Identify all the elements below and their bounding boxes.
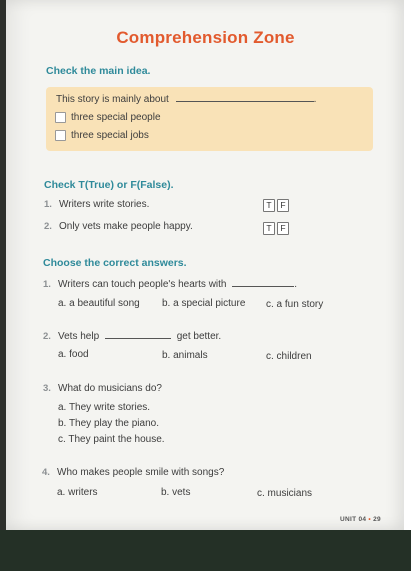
q1-option-a[interactable]: a. a beautiful song (58, 298, 140, 309)
main-idea-prompt: This story is mainly about (56, 94, 169, 105)
true-checkbox-1[interactable]: T (263, 199, 275, 212)
footer-separator: • (368, 516, 371, 523)
q1-option-b[interactable]: b. a special picture (162, 298, 246, 309)
q1-option-c[interactable]: c. a fun story (266, 299, 324, 310)
q2-question (58, 331, 221, 342)
q2-number: 2. (43, 331, 51, 342)
q4-number: 4. (42, 467, 50, 478)
page-number: 29 (373, 516, 381, 523)
q1-question (58, 279, 297, 290)
true-false-heading: Check T(True) or F(False). (44, 179, 174, 191)
q1-text: Writers can touch people's hearts with (58, 279, 227, 290)
q3-option-b[interactable]: b. They play the piano. (58, 418, 159, 429)
q2-pre: Vets help (58, 331, 100, 342)
choose-heading: Choose the correct answers. (43, 257, 187, 269)
main-idea-question (56, 94, 316, 105)
background-surface (0, 530, 411, 571)
option-checkbox-2[interactable] (55, 130, 66, 141)
false-checkbox-1[interactable]: F (277, 199, 289, 212)
q1-answer-blank[interactable] (232, 286, 294, 287)
tf-number-2: 2. (44, 221, 52, 232)
q2-option-c[interactable]: c. children (266, 351, 312, 362)
q4-option-b[interactable]: b. vets (161, 487, 191, 498)
tf-statement-2: Only vets make people happy. (59, 221, 193, 232)
q3-question: What do musicians do? (58, 383, 162, 394)
option-label-2: three special jobs (71, 130, 149, 141)
q3-number: 3. (43, 383, 51, 394)
q3-option-c[interactable]: c. They paint the house. (58, 434, 165, 445)
q3-option-a[interactable]: a. They write stories. (58, 402, 151, 413)
option-label-1: three special people (71, 112, 161, 123)
q2-answer-blank[interactable] (105, 338, 171, 339)
tf-number-1: 1. (44, 199, 52, 210)
main-idea-heading: Check the main idea. (46, 65, 151, 77)
main-idea-end: . (313, 94, 317, 105)
q4-option-a[interactable]: a. writers (57, 487, 98, 498)
option-checkbox-1[interactable] (55, 112, 66, 123)
q4-question: Who makes people smile with songs? (57, 467, 225, 478)
q2-post: get better. (176, 331, 222, 342)
q1-end: . (294, 279, 298, 290)
page-edge (404, 0, 411, 571)
page-title: Comprehension Zone (116, 28, 295, 47)
true-checkbox-2[interactable]: T (263, 222, 275, 235)
unit-label: UNIT 04 (340, 516, 367, 523)
q2-option-a[interactable]: a. food (58, 349, 89, 360)
q4-option-c[interactable]: c. musicians (257, 488, 313, 499)
q1-number: 1. (43, 279, 51, 290)
answer-blank[interactable] (176, 101, 314, 102)
tf-statement-1: Writers write stories. (59, 199, 150, 210)
q2-option-b[interactable]: b. animals (162, 350, 208, 361)
page-footer (340, 516, 381, 523)
false-checkbox-2[interactable]: F (277, 222, 289, 235)
